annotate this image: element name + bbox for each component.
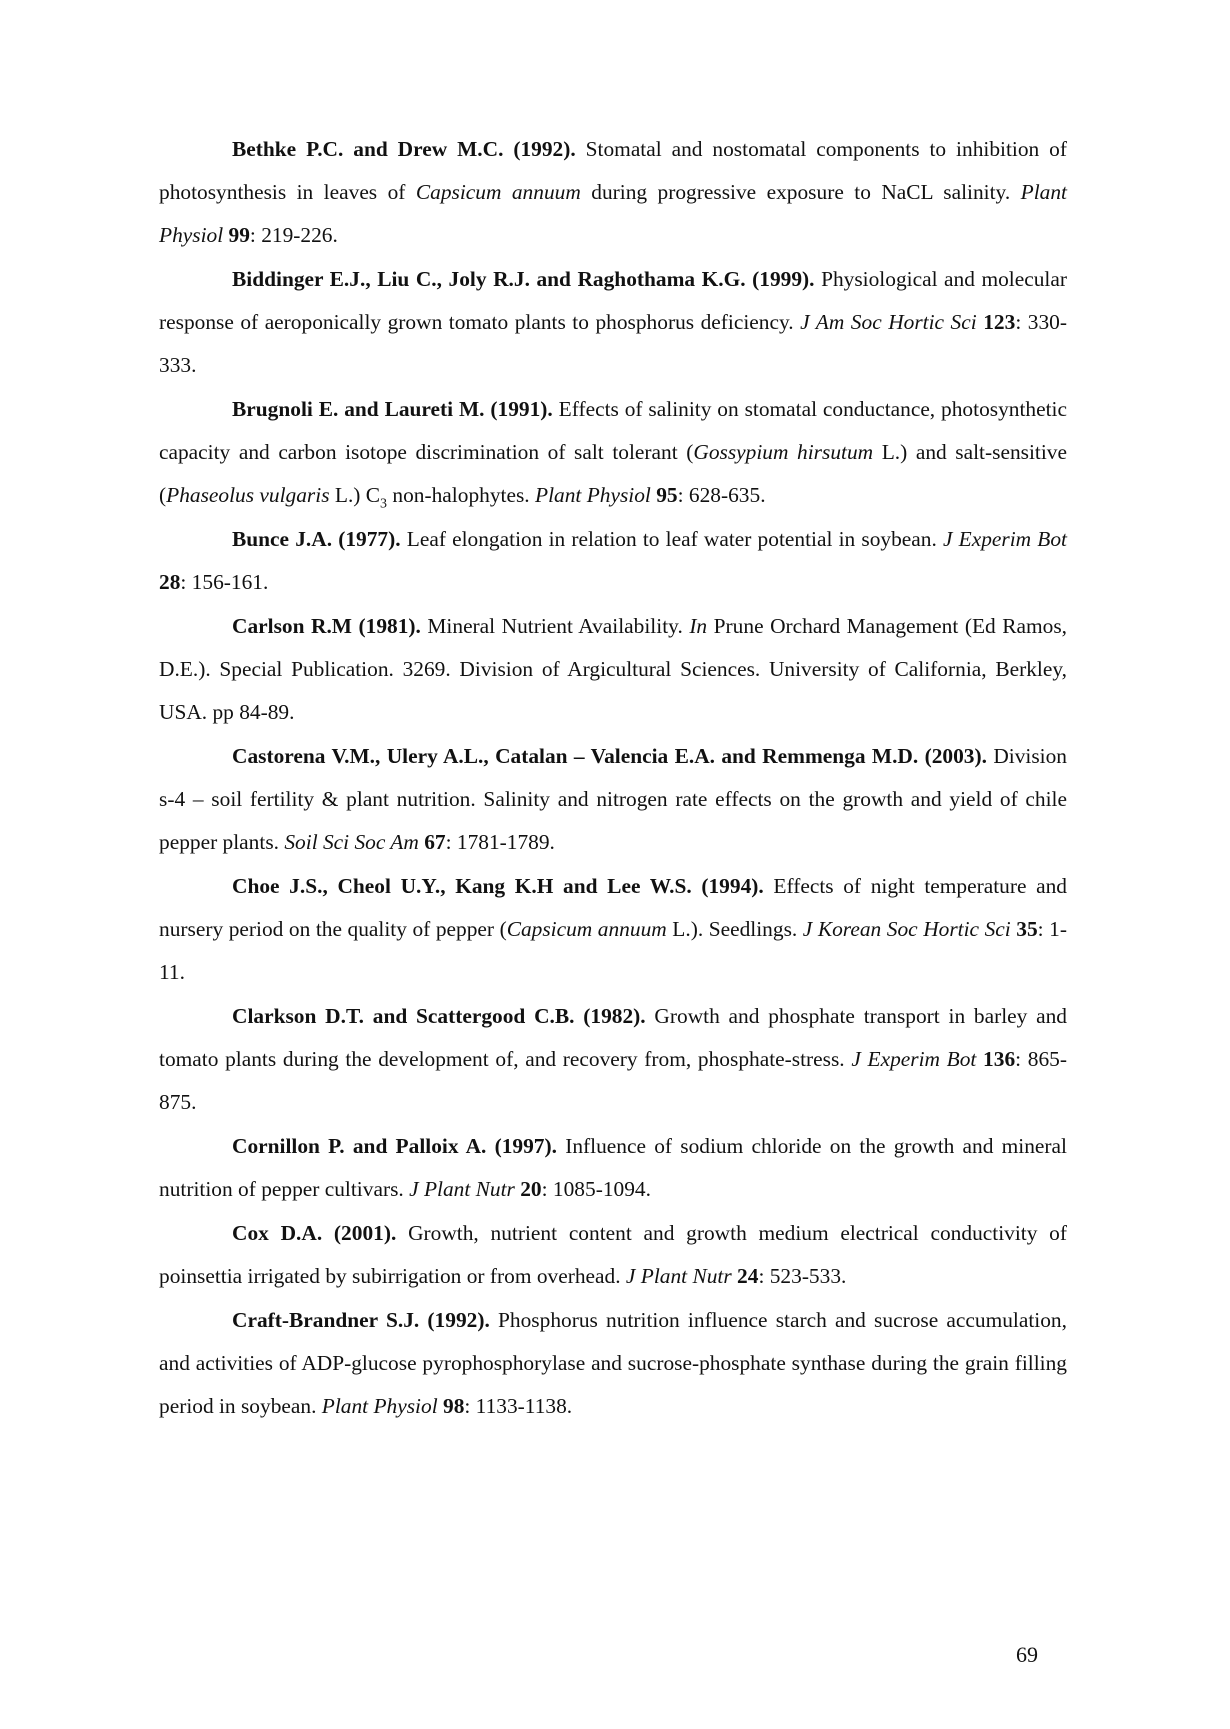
reference-species: Capsicum annuum [506, 917, 667, 941]
reference-authors: Biddinger E.J., Liu C., Joly R.J. and Raghothama K.G. (1999). [232, 267, 815, 291]
reference-text: Leaf elongation in relation to leaf water potential in soybean. [406, 527, 937, 551]
reference-authors: Bethke P.C. and Drew M.C. (1992). [232, 137, 576, 161]
reference-text: Growth and phosphate transport in barley and tomato plants during the development of, and recovery from, phosphate-stress. [159, 1004, 1068, 1071]
reference-authors: Bunce J.A. (1977). [232, 527, 401, 551]
reference-text: L.) and salt-sensitive ( [159, 440, 1067, 507]
reference-subscript: 3 [380, 496, 388, 512]
reference-pages: : 156-161. [180, 570, 269, 594]
reference-volume: 123 [983, 310, 1016, 334]
page-number: 69 [1016, 1642, 1038, 1667]
reference-text: Mineral Nutrient Availability. [427, 614, 683, 638]
reference-authors: Choe J.S., Cheol U.Y., Kang K.H and Lee W.S. (1994). [232, 874, 764, 898]
reference-authors: Castorena V.M., Ulery A.L., Catalan – Valencia E.A. and Remmenga M.D. (2003). [232, 744, 987, 768]
reference-entry [159, 1212, 1067, 1298]
reference-pages: : 219-226. [249, 223, 338, 247]
reference-volume: 95 [656, 483, 678, 507]
reference-volume: 24 [737, 1264, 759, 1288]
reference-journal: J Am Soc Hortic Sci [800, 310, 977, 334]
reference-entry [159, 518, 1067, 604]
reference-species: Phaseolus vulgaris [166, 483, 330, 507]
reference-pages: : 628-635. [677, 483, 766, 507]
reference-pages: : 1-11. [159, 917, 1067, 984]
reference-pages: : 865-875. [159, 1047, 1067, 1114]
reference-journal: Plant Physiol [321, 1394, 438, 1418]
reference-text: Effects of night temperature and nursery period on the quality of pepper ( [159, 874, 1067, 941]
reference-authors: Cornillon P. and Palloix A. (1997). [232, 1134, 557, 1158]
reference-species: Capsicum annuum [415, 180, 581, 204]
reference-authors: Cox D.A. (2001). [232, 1221, 397, 1245]
reference-text: Effects of salinity on stomatal conductance, photosynthetic capacity and carbon isotope discrimination of salt tolerant ( [159, 397, 1067, 464]
reference-volume: 35 [1016, 917, 1038, 941]
reference-volume: 136 [983, 1047, 1016, 1071]
reference-authors: Craft-Brandner S.J. (1992). [232, 1308, 490, 1332]
reference-text: non-halophytes. [392, 483, 530, 507]
reference-text: Growth, nutrient content and growth medium electrical conductivity of poinsettia irrigated by subirrigation or from overhead. [159, 1221, 1067, 1288]
reference-entry [159, 258, 1067, 387]
reference-authors: Carlson R.M (1981). [232, 614, 421, 638]
reference-text: Prune Orchard Management (Ed Ramos, D.E.). Special Publication. 3269. Division of Argicultural Sciences. University of California, Berkley, USA. pp 84-89. [159, 614, 1067, 724]
reference-text: Phosphorus nutrition influence starch and sucrose accumulation, and activities of ADP-glucose pyrophosphorylase and sucrose-phosphate synthase during the grain filling period in soybean. [159, 1308, 1067, 1418]
reference-pages: : 330-333. [159, 310, 1067, 377]
reference-journal: J Korean Soc Hortic Sci [802, 917, 1011, 941]
reference-text: during progressive exposure to NaCL salinity. [591, 180, 1011, 204]
reference-entry [159, 605, 1067, 734]
reference-pages: : 523-533. [758, 1264, 847, 1288]
reference-pages: : 1133-1138. [464, 1394, 573, 1418]
reference-journal: J Experim Bot [942, 527, 1067, 551]
reference-list [159, 128, 1067, 1429]
reference-entry [159, 128, 1067, 257]
reference-pages: : 1085-1094. [541, 1177, 651, 1201]
reference-entry [159, 1299, 1067, 1428]
reference-entry [159, 388, 1067, 517]
reference-species: Gossypium hirsutum [693, 440, 874, 464]
reference-entry [159, 735, 1067, 864]
reference-text: L.) C [334, 483, 381, 507]
reference-text: Stomatal and nostomatal components to inhibition of photosynthesis in leaves of [159, 137, 1067, 204]
reference-entry [159, 865, 1067, 994]
reference-authors: Brugnoli E. and Laureti M. (1991). [232, 397, 553, 421]
reference-journal: J Plant Nutr [409, 1177, 515, 1201]
reference-journal: J Experim Bot [851, 1047, 977, 1071]
reference-journal: J Plant Nutr [625, 1264, 732, 1288]
reference-journal: Soil Sci Soc Am [284, 830, 419, 854]
reference-entry [159, 1125, 1067, 1211]
reference-authors: Clarkson D.T. and Scattergood C.B. (1982). [232, 1004, 646, 1028]
reference-volume: 67 [424, 830, 446, 854]
reference-volume: 99 [228, 223, 250, 247]
reference-journal: Plant Physiol [159, 180, 1067, 247]
reference-pages: : 1781-1789. [445, 830, 555, 854]
reference-in-word: In [689, 614, 708, 638]
reference-volume: 98 [443, 1394, 465, 1418]
reference-journal: Plant Physiol [535, 483, 651, 507]
reference-text: L.). Seedlings. [672, 917, 798, 941]
reference-entry [159, 995, 1067, 1124]
reference-volume: 28 [159, 570, 181, 594]
reference-text: Influence of sodium chloride on the growth and mineral nutrition of pepper cultivars. [159, 1134, 1067, 1201]
reference-volume: 20 [520, 1177, 542, 1201]
reference-text: Physiological and molecular response of aeroponically grown tomato plants to phosphorus deficiency. [159, 267, 1067, 334]
reference-text: Division s-4 – soil fertility & plant nutrition. Salinity and nitrogen rate effects on the growth and yield of chile pepper plants. [159, 744, 1067, 854]
